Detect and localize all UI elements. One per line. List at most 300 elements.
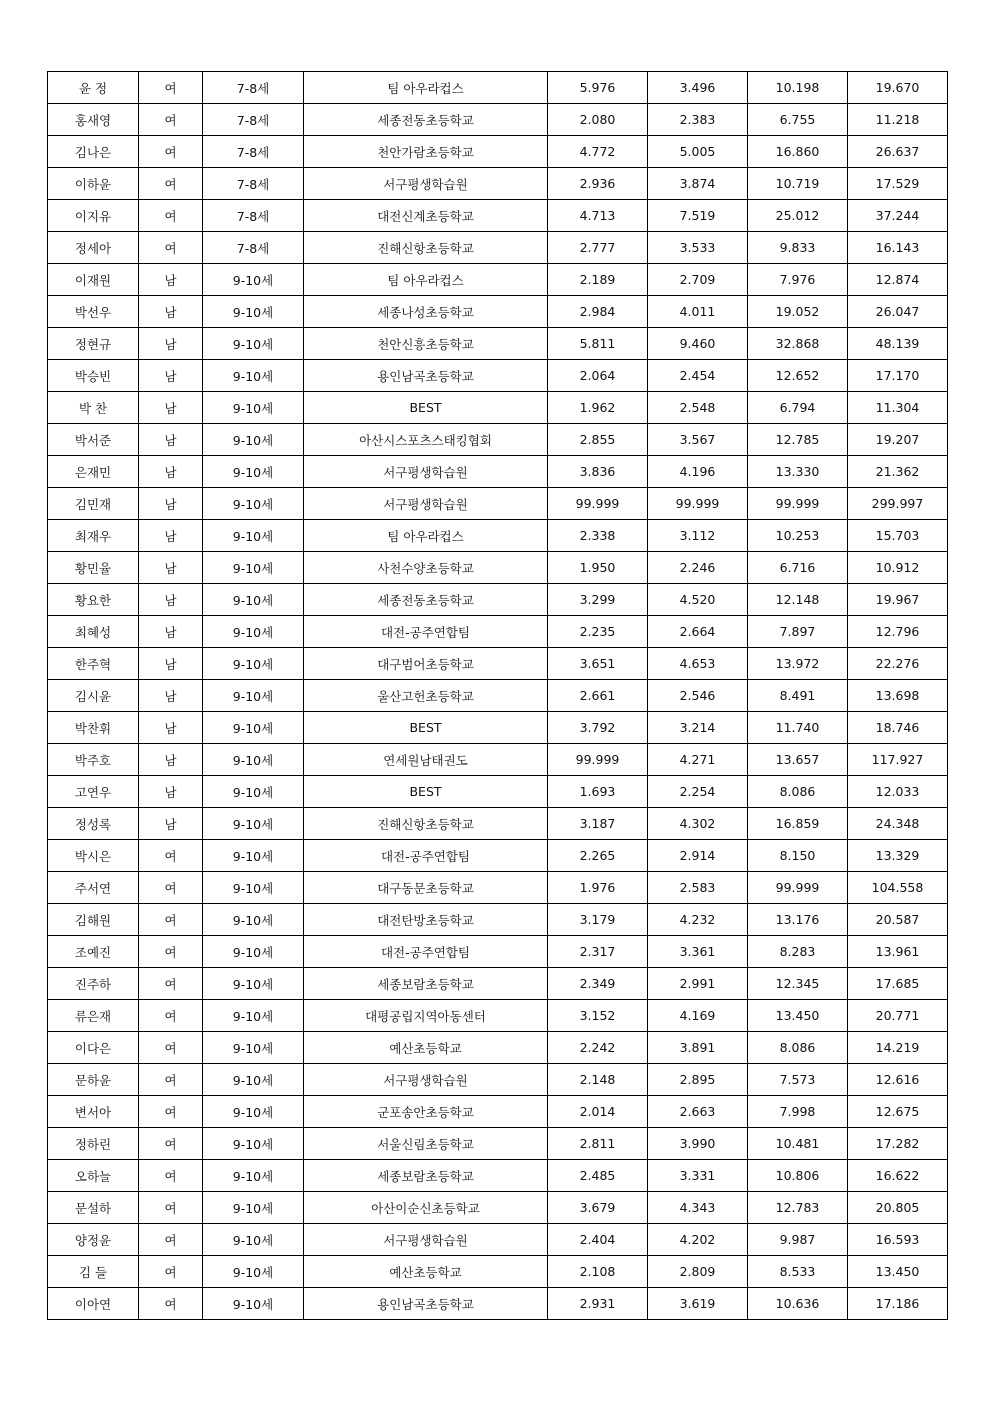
score-3-3-3-cell: 3.651 [548, 648, 648, 680]
score-cycle-cell: 12.783 [748, 1192, 848, 1224]
score-3-6-3-cell: 3.619 [648, 1288, 748, 1320]
name-cell: 최혜성 [48, 616, 139, 648]
score-cycle-cell: 10.198 [748, 72, 848, 104]
gender-cell: 남 [139, 264, 203, 296]
score-3-3-3-cell: 2.855 [548, 424, 648, 456]
gender-cell: 남 [139, 616, 203, 648]
score-cycle-cell: 9.987 [748, 1224, 848, 1256]
table-row [48, 1032, 948, 1064]
gender-cell: 여 [139, 104, 203, 136]
score-3-3-3-cell: 2.936 [548, 168, 648, 200]
team-cell: 서구평생학습원 [304, 1064, 548, 1096]
total-cell: 22.276 [848, 648, 948, 680]
total-cell: 37.244 [848, 200, 948, 232]
name-cell: 변서아 [48, 1096, 139, 1128]
gender-cell: 남 [139, 584, 203, 616]
age-group-cell: 9-10세 [203, 1256, 304, 1288]
gender-cell: 여 [139, 1256, 203, 1288]
score-3-3-3-cell: 2.485 [548, 1160, 648, 1192]
team-cell: 서구평생학습원 [304, 488, 548, 520]
score-3-3-3-cell: 2.338 [548, 520, 648, 552]
gender-cell: 남 [139, 808, 203, 840]
name-cell: 황요한 [48, 584, 139, 616]
name-cell: 이아연 [48, 1288, 139, 1320]
table-row [48, 296, 948, 328]
name-cell: 김나은 [48, 136, 139, 168]
score-3-6-3-cell: 2.895 [648, 1064, 748, 1096]
total-cell: 19.967 [848, 584, 948, 616]
score-cycle-cell: 13.176 [748, 904, 848, 936]
table-row [48, 968, 948, 1000]
team-cell: 팀 아우라컵스 [304, 520, 548, 552]
table-row [48, 680, 948, 712]
gender-cell: 남 [139, 360, 203, 392]
gender-cell: 여 [139, 1096, 203, 1128]
table-row [48, 648, 948, 680]
table-row [48, 1224, 948, 1256]
age-group-cell: 9-10세 [203, 1224, 304, 1256]
score-3-3-3-cell: 2.265 [548, 840, 648, 872]
team-cell: 서구평생학습원 [304, 168, 548, 200]
table-row [48, 1288, 948, 1320]
gender-cell: 남 [139, 648, 203, 680]
total-cell: 17.170 [848, 360, 948, 392]
score-3-3-3-cell: 2.189 [548, 264, 648, 296]
name-cell: 이지유 [48, 200, 139, 232]
name-cell: 박승빈 [48, 360, 139, 392]
score-cycle-cell: 99.999 [748, 488, 848, 520]
name-cell: 김해원 [48, 904, 139, 936]
age-group-cell: 9-10세 [203, 712, 304, 744]
score-cycle-cell: 6.716 [748, 552, 848, 584]
team-cell: 서울신림초등학교 [304, 1128, 548, 1160]
score-3-3-3-cell: 4.713 [548, 200, 648, 232]
score-3-6-3-cell: 2.709 [648, 264, 748, 296]
total-cell: 19.207 [848, 424, 948, 456]
score-cycle-cell: 32.868 [748, 328, 848, 360]
team-cell: 세종전동초등학교 [304, 584, 548, 616]
total-cell: 11.218 [848, 104, 948, 136]
gender-cell: 여 [139, 1192, 203, 1224]
age-group-cell: 9-10세 [203, 936, 304, 968]
total-cell: 12.796 [848, 616, 948, 648]
age-group-cell: 9-10세 [203, 968, 304, 1000]
score-cycle-cell: 6.755 [748, 104, 848, 136]
score-3-6-3-cell: 4.653 [648, 648, 748, 680]
score-3-3-3-cell: 5.811 [548, 328, 648, 360]
age-group-cell: 9-10세 [203, 1192, 304, 1224]
age-group-cell: 9-10세 [203, 392, 304, 424]
score-3-6-3-cell: 2.246 [648, 552, 748, 584]
name-cell: 정하린 [48, 1128, 139, 1160]
score-cycle-cell: 7.897 [748, 616, 848, 648]
total-cell: 15.703 [848, 520, 948, 552]
total-cell: 21.362 [848, 456, 948, 488]
score-3-3-3-cell: 2.317 [548, 936, 648, 968]
table-row [48, 264, 948, 296]
table-row [48, 1096, 948, 1128]
age-group-cell: 9-10세 [203, 680, 304, 712]
gender-cell: 여 [139, 136, 203, 168]
score-3-3-3-cell: 5.976 [548, 72, 648, 104]
gender-cell: 여 [139, 1032, 203, 1064]
score-cycle-cell: 16.860 [748, 136, 848, 168]
score-cycle-cell: 8.150 [748, 840, 848, 872]
score-cycle-cell: 7.573 [748, 1064, 848, 1096]
score-cycle-cell: 16.859 [748, 808, 848, 840]
age-group-cell: 9-10세 [203, 328, 304, 360]
gender-cell: 남 [139, 296, 203, 328]
table-row [48, 552, 948, 584]
gender-cell: 여 [139, 200, 203, 232]
age-group-cell: 9-10세 [203, 1064, 304, 1096]
gender-cell: 여 [139, 936, 203, 968]
name-cell: 문설하 [48, 1192, 139, 1224]
team-cell: 군포송안초등학교 [304, 1096, 548, 1128]
table-row [48, 904, 948, 936]
score-3-6-3-cell: 2.548 [648, 392, 748, 424]
table-row [48, 584, 948, 616]
score-3-3-3-cell: 2.108 [548, 1256, 648, 1288]
score-3-6-3-cell: 2.383 [648, 104, 748, 136]
team-cell: 서구평생학습원 [304, 1224, 548, 1256]
table-row [48, 744, 948, 776]
score-3-6-3-cell: 5.005 [648, 136, 748, 168]
age-group-cell: 9-10세 [203, 584, 304, 616]
team-cell: 예산초등학교 [304, 1256, 548, 1288]
table-row [48, 360, 948, 392]
gender-cell: 여 [139, 232, 203, 264]
age-group-cell: 7-8세 [203, 136, 304, 168]
total-cell: 12.675 [848, 1096, 948, 1128]
score-3-6-3-cell: 4.302 [648, 808, 748, 840]
name-cell: 이하윤 [48, 168, 139, 200]
name-cell: 박 찬 [48, 392, 139, 424]
score-cycle-cell: 7.976 [748, 264, 848, 296]
score-3-3-3-cell: 1.962 [548, 392, 648, 424]
table-row [48, 872, 948, 904]
team-cell: 천안신흥초등학교 [304, 328, 548, 360]
team-cell: 팀 아우라컵스 [304, 72, 548, 104]
team-cell: 대구범어초등학교 [304, 648, 548, 680]
team-cell: 세종나성초등학교 [304, 296, 548, 328]
gender-cell: 남 [139, 520, 203, 552]
name-cell: 주서연 [48, 872, 139, 904]
name-cell: 문하윤 [48, 1064, 139, 1096]
team-cell: 연세원남태권도 [304, 744, 548, 776]
gender-cell: 남 [139, 712, 203, 744]
total-cell: 20.587 [848, 904, 948, 936]
name-cell: 양정윤 [48, 1224, 139, 1256]
name-cell: 박주호 [48, 744, 139, 776]
total-cell: 13.450 [848, 1256, 948, 1288]
score-cycle-cell: 13.330 [748, 456, 848, 488]
age-group-cell: 9-10세 [203, 1032, 304, 1064]
score-3-3-3-cell: 3.187 [548, 808, 648, 840]
table-row [48, 1000, 948, 1032]
score-3-3-3-cell: 2.931 [548, 1288, 648, 1320]
age-group-cell: 9-10세 [203, 744, 304, 776]
age-group-cell: 9-10세 [203, 808, 304, 840]
score-cycle-cell: 8.491 [748, 680, 848, 712]
score-cycle-cell: 6.794 [748, 392, 848, 424]
total-cell: 17.685 [848, 968, 948, 1000]
score-3-3-3-cell: 3.299 [548, 584, 648, 616]
team-cell: 세종보람초등학교 [304, 1160, 548, 1192]
age-group-cell: 7-8세 [203, 200, 304, 232]
table-row [48, 936, 948, 968]
name-cell: 정세아 [48, 232, 139, 264]
score-3-3-3-cell: 2.242 [548, 1032, 648, 1064]
score-3-6-3-cell: 3.567 [648, 424, 748, 456]
table-row [48, 1128, 948, 1160]
score-3-6-3-cell: 4.202 [648, 1224, 748, 1256]
gender-cell: 남 [139, 744, 203, 776]
gender-cell: 여 [139, 1064, 203, 1096]
score-3-3-3-cell: 3.179 [548, 904, 648, 936]
name-cell: 이다은 [48, 1032, 139, 1064]
age-group-cell: 7-8세 [203, 104, 304, 136]
name-cell: 은재민 [48, 456, 139, 488]
score-3-6-3-cell: 3.112 [648, 520, 748, 552]
gender-cell: 여 [139, 1128, 203, 1160]
gender-cell: 남 [139, 552, 203, 584]
age-group-cell: 9-10세 [203, 456, 304, 488]
name-cell: 정현규 [48, 328, 139, 360]
score-3-6-3-cell: 4.271 [648, 744, 748, 776]
team-cell: 천안가람초등학교 [304, 136, 548, 168]
score-cycle-cell: 9.833 [748, 232, 848, 264]
age-group-cell: 9-10세 [203, 1096, 304, 1128]
score-3-6-3-cell: 2.809 [648, 1256, 748, 1288]
team-cell: BEST [304, 392, 548, 424]
score-3-6-3-cell: 4.196 [648, 456, 748, 488]
score-3-6-3-cell: 2.664 [648, 616, 748, 648]
name-cell: 오하늘 [48, 1160, 139, 1192]
table-row [48, 168, 948, 200]
score-3-3-3-cell: 2.661 [548, 680, 648, 712]
score-cycle-cell: 10.719 [748, 168, 848, 200]
score-3-3-3-cell: 2.984 [548, 296, 648, 328]
score-3-6-3-cell: 2.583 [648, 872, 748, 904]
gender-cell: 여 [139, 1288, 203, 1320]
age-group-cell: 9-10세 [203, 872, 304, 904]
total-cell: 12.616 [848, 1064, 948, 1096]
age-group-cell: 9-10세 [203, 1288, 304, 1320]
team-cell: 아산이순신초등학교 [304, 1192, 548, 1224]
gender-cell: 여 [139, 1000, 203, 1032]
score-cycle-cell: 19.052 [748, 296, 848, 328]
score-3-6-3-cell: 4.343 [648, 1192, 748, 1224]
score-cycle-cell: 8.086 [748, 776, 848, 808]
table-row [48, 104, 948, 136]
score-cycle-cell: 10.636 [748, 1288, 848, 1320]
total-cell: 16.622 [848, 1160, 948, 1192]
score-cycle-cell: 12.345 [748, 968, 848, 1000]
table-row [48, 776, 948, 808]
table-row [48, 328, 948, 360]
table-row [48, 392, 948, 424]
score-3-3-3-cell: 2.404 [548, 1224, 648, 1256]
table-row [48, 424, 948, 456]
score-3-3-3-cell: 2.080 [548, 104, 648, 136]
score-3-3-3-cell: 2.064 [548, 360, 648, 392]
name-cell: 홍새영 [48, 104, 139, 136]
total-cell: 24.348 [848, 808, 948, 840]
score-cycle-cell: 25.012 [748, 200, 848, 232]
total-cell: 26.637 [848, 136, 948, 168]
gender-cell: 여 [139, 840, 203, 872]
score-3-3-3-cell: 1.976 [548, 872, 648, 904]
team-cell: 세종보람초등학교 [304, 968, 548, 1000]
gender-cell: 남 [139, 456, 203, 488]
table-row [48, 72, 948, 104]
score-3-6-3-cell: 2.254 [648, 776, 748, 808]
total-cell: 12.033 [848, 776, 948, 808]
age-group-cell: 9-10세 [203, 360, 304, 392]
total-cell: 10.912 [848, 552, 948, 584]
table-row [48, 488, 948, 520]
team-cell: 아산시스포츠스태킹협회 [304, 424, 548, 456]
score-3-3-3-cell: 99.999 [548, 744, 648, 776]
gender-cell: 여 [139, 904, 203, 936]
score-3-6-3-cell: 4.011 [648, 296, 748, 328]
total-cell: 20.805 [848, 1192, 948, 1224]
score-3-6-3-cell: 3.874 [648, 168, 748, 200]
name-cell: 정성록 [48, 808, 139, 840]
gender-cell: 여 [139, 1160, 203, 1192]
score-3-6-3-cell: 3.533 [648, 232, 748, 264]
score-cycle-cell: 8.283 [748, 936, 848, 968]
age-group-cell: 9-10세 [203, 904, 304, 936]
score-3-6-3-cell: 3.361 [648, 936, 748, 968]
score-3-6-3-cell: 3.891 [648, 1032, 748, 1064]
name-cell: 한주혁 [48, 648, 139, 680]
score-cycle-cell: 10.806 [748, 1160, 848, 1192]
gender-cell: 남 [139, 488, 203, 520]
score-cycle-cell: 8.086 [748, 1032, 848, 1064]
table-row [48, 616, 948, 648]
total-cell: 16.593 [848, 1224, 948, 1256]
total-cell: 13.698 [848, 680, 948, 712]
gender-cell: 남 [139, 776, 203, 808]
score-cycle-cell: 10.481 [748, 1128, 848, 1160]
total-cell: 48.139 [848, 328, 948, 360]
score-cycle-cell: 11.740 [748, 712, 848, 744]
total-cell: 26.047 [848, 296, 948, 328]
score-3-3-3-cell: 2.349 [548, 968, 648, 1000]
team-cell: 예산초등학교 [304, 1032, 548, 1064]
total-cell: 16.143 [848, 232, 948, 264]
team-cell: 서구평생학습원 [304, 456, 548, 488]
total-cell: 11.304 [848, 392, 948, 424]
score-3-3-3-cell: 3.152 [548, 1000, 648, 1032]
team-cell: 대전신계초등학교 [304, 200, 548, 232]
table-row [48, 712, 948, 744]
age-group-cell: 7-8세 [203, 168, 304, 200]
team-cell: 용인남곡초등학교 [304, 360, 548, 392]
total-cell: 18.746 [848, 712, 948, 744]
name-cell: 김민재 [48, 488, 139, 520]
age-group-cell: 9-10세 [203, 488, 304, 520]
name-cell: 황민율 [48, 552, 139, 584]
score-cycle-cell: 13.972 [748, 648, 848, 680]
total-cell: 104.558 [848, 872, 948, 904]
score-3-6-3-cell: 3.990 [648, 1128, 748, 1160]
score-3-3-3-cell: 99.999 [548, 488, 648, 520]
score-cycle-cell: 10.253 [748, 520, 848, 552]
age-group-cell: 9-10세 [203, 840, 304, 872]
name-cell: 류은재 [48, 1000, 139, 1032]
table-row [48, 456, 948, 488]
score-3-6-3-cell: 3.214 [648, 712, 748, 744]
score-3-6-3-cell: 9.460 [648, 328, 748, 360]
age-group-cell: 9-10세 [203, 1160, 304, 1192]
age-group-cell: 9-10세 [203, 1128, 304, 1160]
score-cycle-cell: 99.999 [748, 872, 848, 904]
name-cell: 박선우 [48, 296, 139, 328]
name-cell: 박서준 [48, 424, 139, 456]
table-row [48, 136, 948, 168]
results-table [47, 71, 948, 1320]
name-cell: 진주하 [48, 968, 139, 1000]
gender-cell: 남 [139, 424, 203, 456]
score-3-3-3-cell: 2.014 [548, 1096, 648, 1128]
name-cell: 박시은 [48, 840, 139, 872]
score-3-6-3-cell: 4.169 [648, 1000, 748, 1032]
team-cell: 팀 아우라컵스 [304, 264, 548, 296]
score-3-6-3-cell: 4.232 [648, 904, 748, 936]
name-cell: 최재우 [48, 520, 139, 552]
total-cell: 17.282 [848, 1128, 948, 1160]
team-cell: 사천수양초등학교 [304, 552, 548, 584]
age-group-cell: 9-10세 [203, 1000, 304, 1032]
table-row [48, 1064, 948, 1096]
team-cell: 대전탄방초등학교 [304, 904, 548, 936]
score-cycle-cell: 8.533 [748, 1256, 848, 1288]
score-cycle-cell: 12.785 [748, 424, 848, 456]
age-group-cell: 9-10세 [203, 296, 304, 328]
total-cell: 13.329 [848, 840, 948, 872]
team-cell: 세종전동초등학교 [304, 104, 548, 136]
total-cell: 20.771 [848, 1000, 948, 1032]
age-group-cell: 7-8세 [203, 232, 304, 264]
age-group-cell: 9-10세 [203, 776, 304, 808]
age-group-cell: 9-10세 [203, 520, 304, 552]
name-cell: 김시윤 [48, 680, 139, 712]
team-cell: 대전-공주연합팀 [304, 616, 548, 648]
name-cell: 박찬휘 [48, 712, 139, 744]
team-cell: 진해신항초등학교 [304, 232, 548, 264]
score-3-6-3-cell: 3.496 [648, 72, 748, 104]
team-cell: 진해신항초등학교 [304, 808, 548, 840]
table-row [48, 520, 948, 552]
total-cell: 12.874 [848, 264, 948, 296]
team-cell: 대구동문초등학교 [304, 872, 548, 904]
age-group-cell: 9-10세 [203, 552, 304, 584]
name-cell: 고연우 [48, 776, 139, 808]
score-3-3-3-cell: 2.777 [548, 232, 648, 264]
age-group-cell: 9-10세 [203, 424, 304, 456]
gender-cell: 남 [139, 328, 203, 360]
team-cell: 울산고헌초등학교 [304, 680, 548, 712]
age-group-cell: 9-10세 [203, 264, 304, 296]
results-table-body [48, 72, 948, 1320]
team-cell: BEST [304, 712, 548, 744]
score-3-3-3-cell: 2.235 [548, 616, 648, 648]
name-cell: 김 들 [48, 1256, 139, 1288]
table-row [48, 808, 948, 840]
